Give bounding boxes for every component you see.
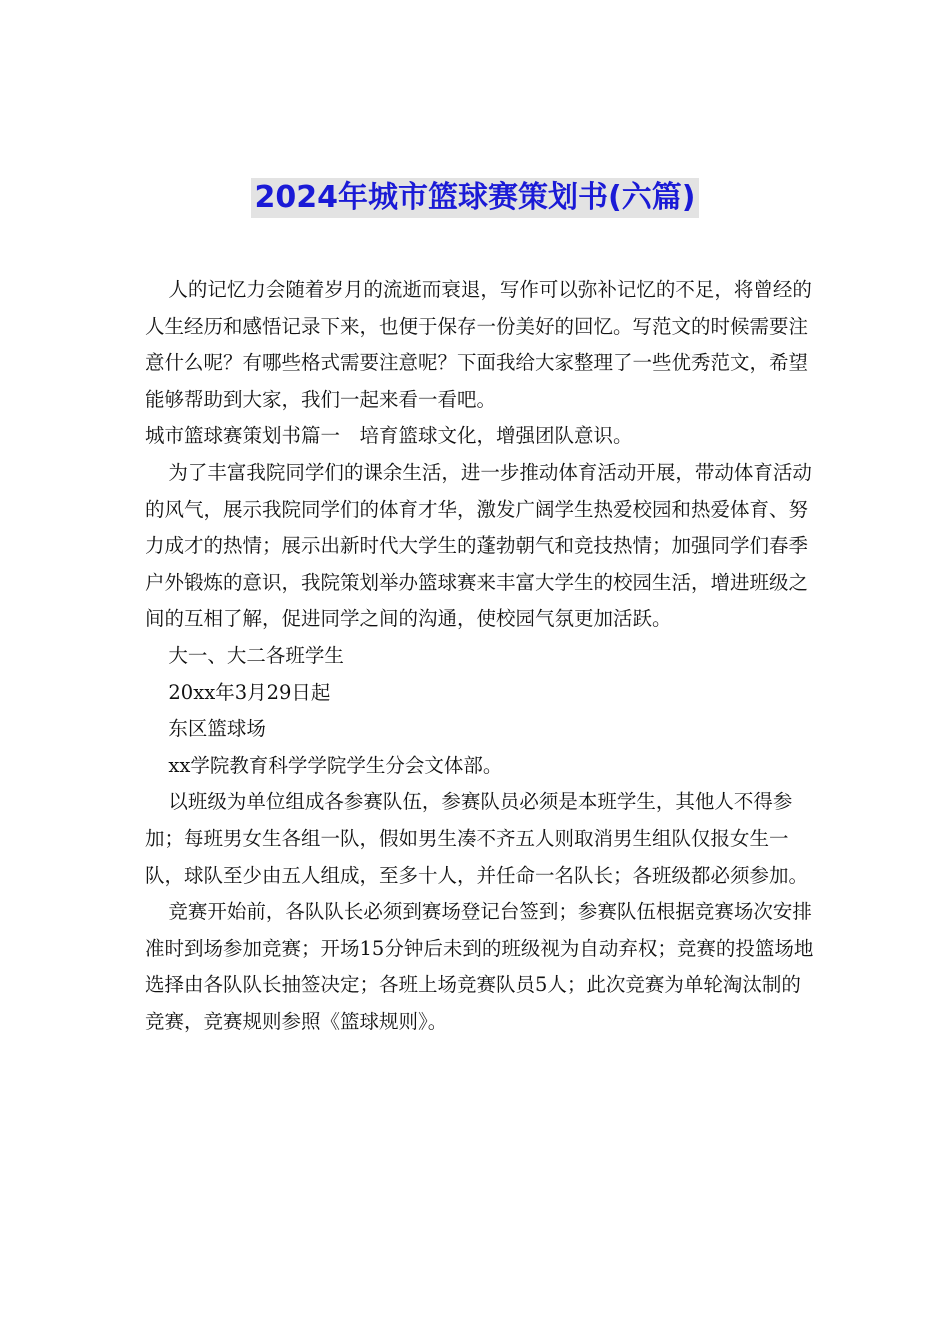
participants-line: 大一、大二各班学生	[168, 643, 344, 667]
team-rules-paragraph: 以班级为单位组成各参赛队伍，参赛队员必须是本班学生，其他人不得参加；每班男女生各组一队，假如男生凑不齐五人则取消男生组队仅报女生一队，球队至少由五人组成，至多十人，并任命一名队长；各班级都必须参加。	[145, 790, 809, 887]
date-line: 20xx年3月29日起	[168, 680, 331, 704]
organizer-line: xx学院教育科学学院学生分会文体部。	[168, 753, 503, 777]
document-body	[145, 272, 815, 1040]
document-title: 2024年城市篮球赛策划书(六篇)	[251, 178, 700, 218]
purpose-paragraph: 为了丰富我院同学们的课余生活，进一步推动体育活动开展，带动体育活动的风气，展示我院同学们的体育才华，激发广阔学生热爱校园和热爱体育、努力成才的热情；展示出新时代大学生的蓬勃朝气和竞技热情；加强同学们春季户外锻炼的意识，我院策划举办篮球赛来丰富大学生的校园生活，增进班级之间的互相了解，促进同学之间的沟通，使校园气氛更加活跃。	[145, 460, 812, 631]
venue-line: 东区篮球场	[168, 717, 266, 741]
match-rules-paragraph: 竞赛开始前，各队队长必须到赛场登记台签到；参赛队伍根据竞赛场次安排准时到场参加竞赛；开场15分钟后未到的班级视为自动弃权；竞赛的投篮场地选择由各队队长抽签决定；各班上场竞赛队员5人；此次竞赛为单轮淘汰制的竞赛，竞赛规则参照《篮球规则》。	[145, 900, 814, 1033]
title-container	[0, 178, 950, 218]
section-heading: 城市篮球赛策划书篇一 培育篮球文化，增强团队意识。	[145, 424, 633, 448]
intro-paragraph: 人的记忆力会随着岁月的流逝而衰退，写作可以弥补记忆的不足，将曾经的人生经历和感悟记录下来，也便于保存一份美好的回忆。写范文的时候需要注意什么呢？有哪些格式需要注意呢？下面我给大家整理了一些优秀范文，希望能够帮助到大家，我们一起来看一看吧。	[145, 278, 812, 411]
